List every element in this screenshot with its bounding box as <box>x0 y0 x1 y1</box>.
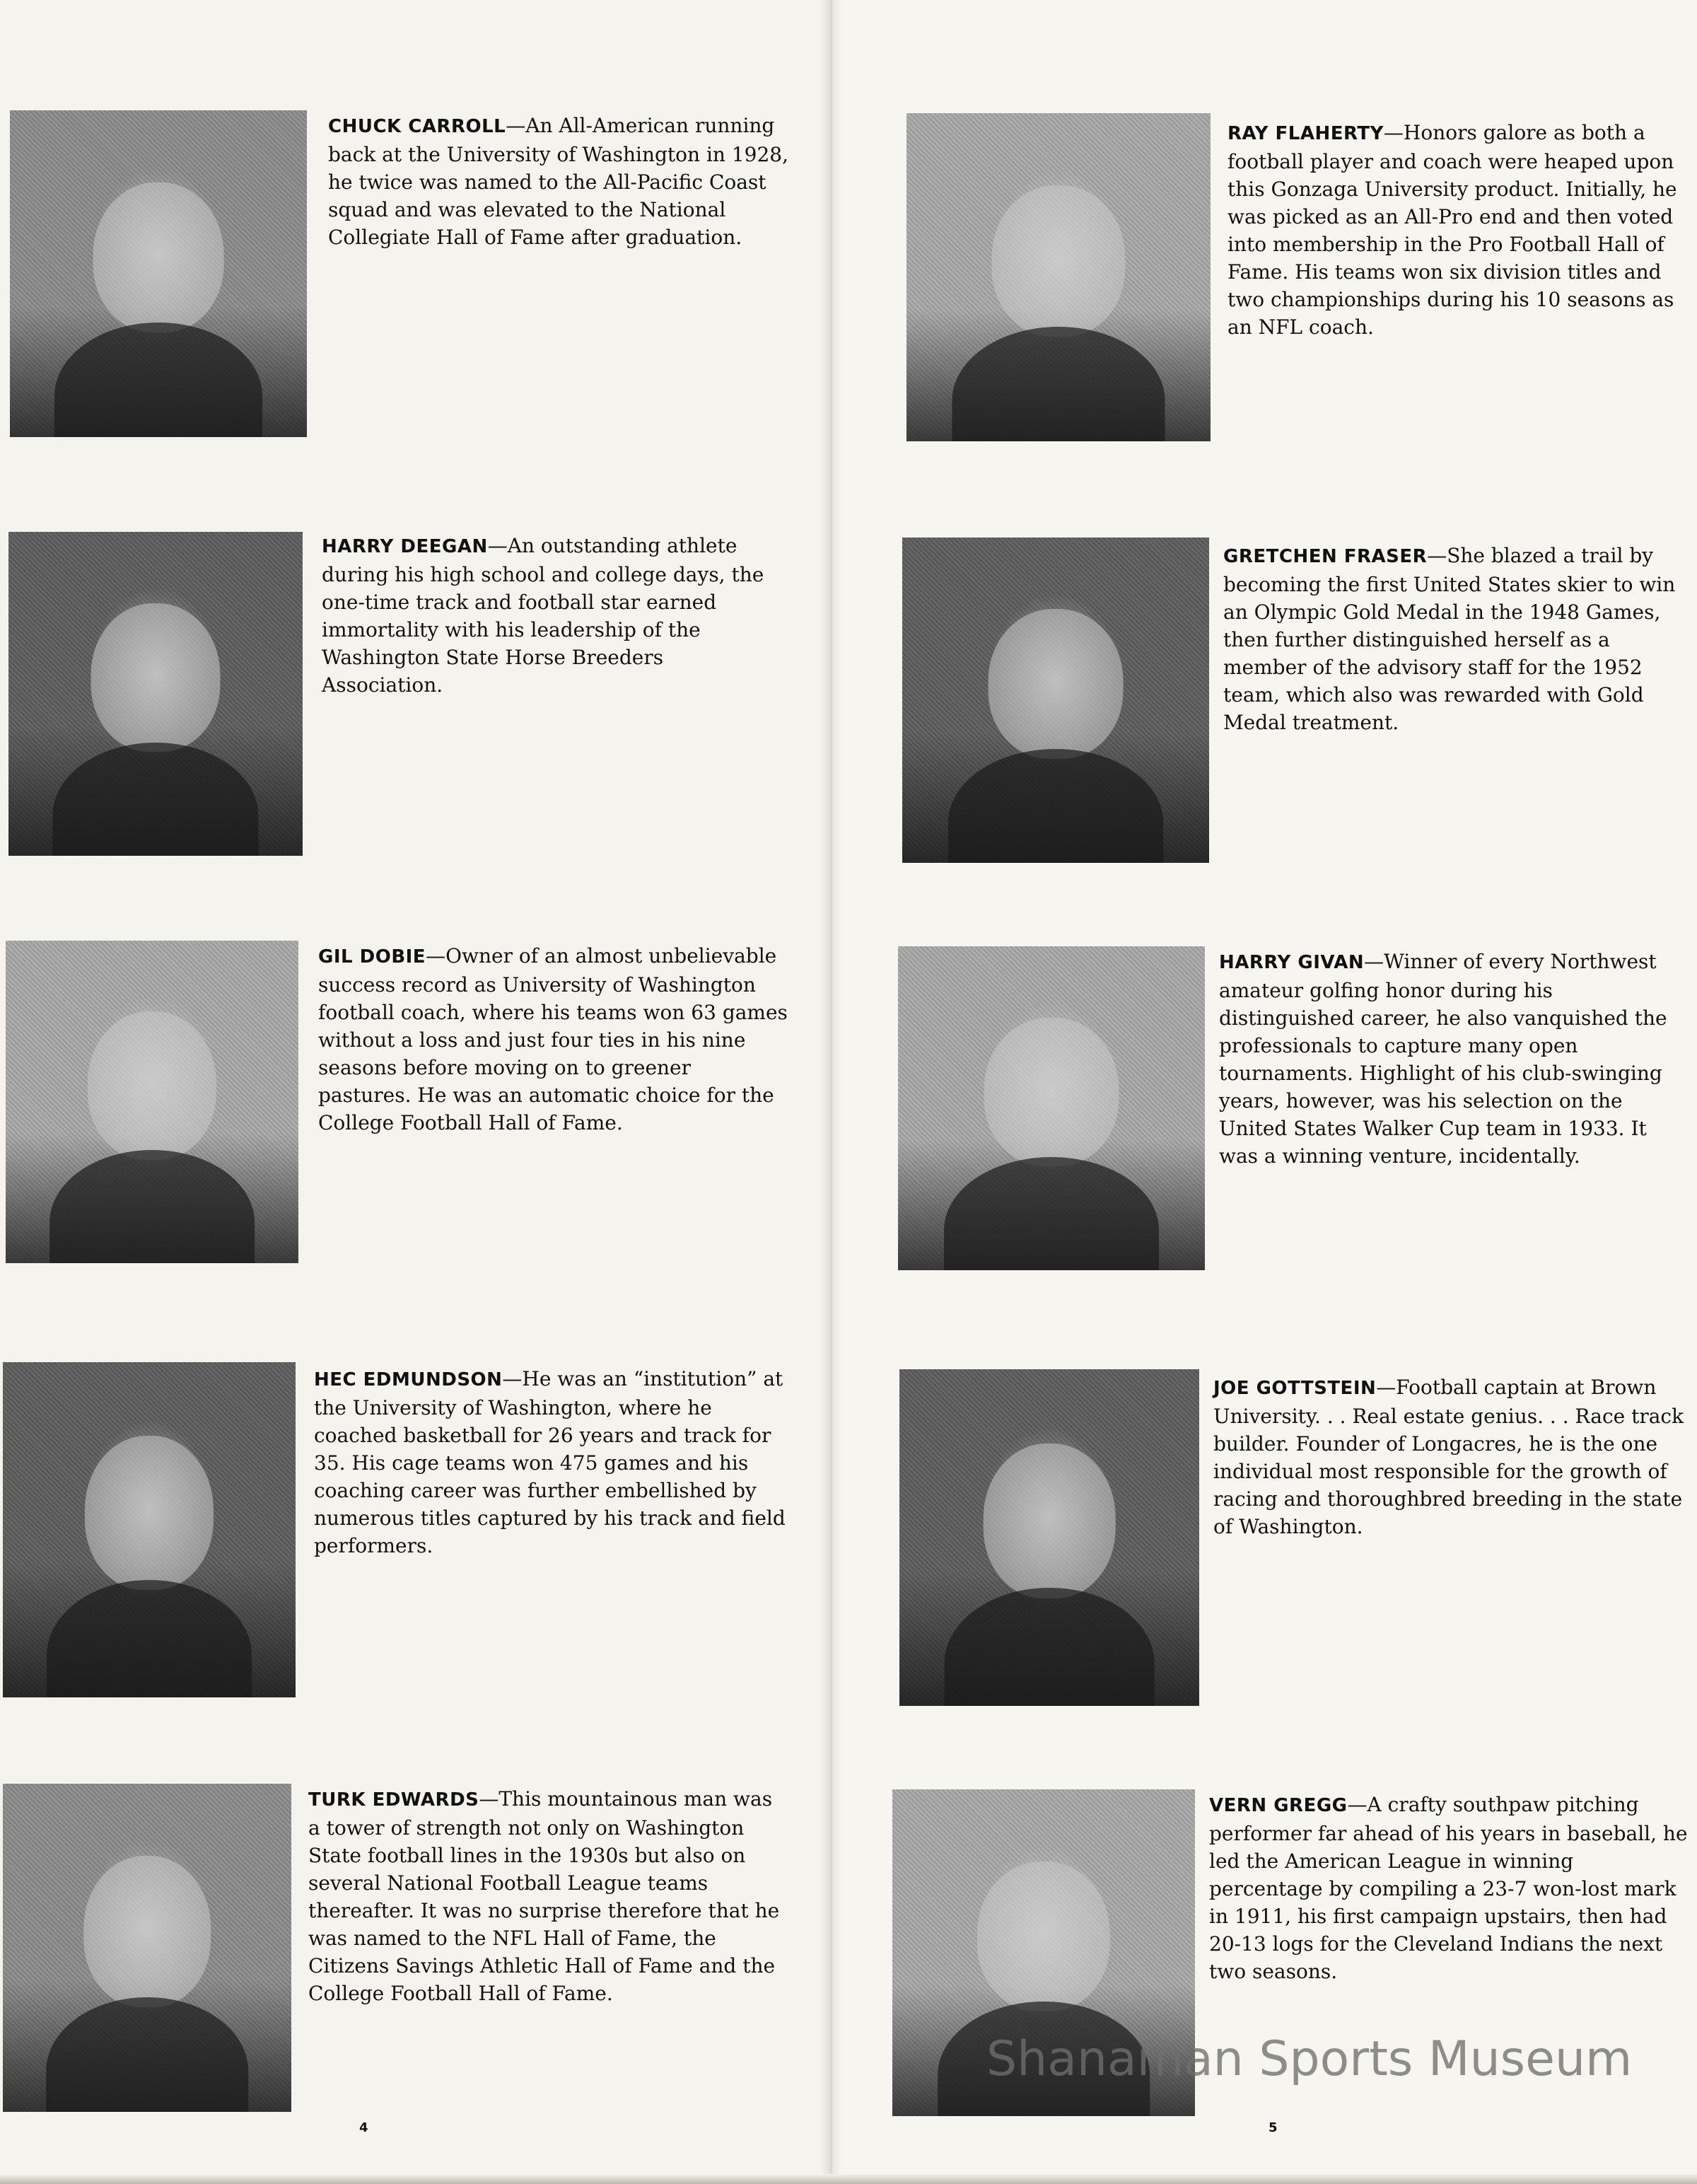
name-ray-flaherty: RAY FLAHERTY <box>1227 123 1384 144</box>
bio-text-vern-gregg: —A crafty southpaw pitching performer far ahead of his years in baseball, he led the American League in winning percentage by compiling a 23-7 won-lost mark in 1911, his first campaign upstairs, then had 20-13 logs for the Cleveland Indians the next two seasons. <box>1209 1793 1688 1983</box>
photo-ray-flaherty <box>906 113 1211 441</box>
bio-harry-deegan <box>322 532 788 699</box>
name-gil-dobie: GIL DOBIE <box>318 946 426 968</box>
photo-harry-givan <box>898 946 1205 1270</box>
name-vern-gregg: VERN GREGG <box>1209 1795 1348 1816</box>
bio-text-joe-gottstein: —Football captain at Brown University. . . Real estate genius. . . Race track builder. Founder of Longacres, he is the one individual most responsible for the growth of racing and thoroughbred breeding in the state of Washington. <box>1213 1376 1684 1538</box>
name-harry-deegan: HARRY DEEGAN <box>322 536 488 557</box>
name-gretchen-fraser: GRETCHEN FRASER <box>1223 546 1428 567</box>
bio-text-harry-deegan: —An outstanding athlete during his high school and college days, the one-time track and football star earned immortality with his leadership of the Washington State Horse Breeders Association. <box>322 534 764 697</box>
photo-gretchen-fraser <box>902 538 1209 863</box>
bio-gil-dobie <box>318 942 788 1137</box>
name-harry-givan: HARRY GIVAN <box>1219 952 1365 973</box>
bio-text-hec-edmundson: —He was an “institution” at the University of Washington, where he coached basketball for 26 years and track for 35. His cage teams won 475 games and his coaching career was further embellished by numerous titles captured by his track and field performers. <box>314 1367 786 1557</box>
photo-hec-edmundson <box>3 1362 296 1697</box>
photo-harry-deegan <box>8 532 303 856</box>
bio-text-turk-edwards: —This mountainous man was a tower of strength not only on Washington State football lines in the 1930s but also on several National Football League teams thereafter. It was no surprise therefore that he was named to the NFL Hall of Fame, the Citizens Savings Athletic Hall of Fame and the College Football Hall of Fame. <box>308 1787 780 2005</box>
bio-turk-edwards <box>308 1785 789 2007</box>
bio-text-harry-givan: —Winner of every Northwest amateur golfing honor during his distinguished career, he also vanquished the professionals to capture many open tournaments. Highlight of his club-swinging years, however, was his selection on the United States Walker Cup team in 1933. It was a winning venture, incidentally. <box>1219 950 1667 1168</box>
name-chuck-carroll: CHUCK CARROLL <box>328 116 506 137</box>
bio-gretchen-fraser <box>1223 542 1693 736</box>
photo-chuck-carroll <box>10 110 307 437</box>
bio-text-gretchen-fraser: —She blazed a trail by becoming the first United States skier to win an Olympic Gold Medal in the 1948 Games, then further distinguished herself as a member of the advisory staff for the 1952 team, which also was rewarded with Gold Medal treatment. <box>1223 544 1676 734</box>
bio-harry-givan <box>1219 948 1689 1170</box>
name-turk-edwards: TURK EDWARDS <box>308 1789 479 1811</box>
bottom-edge <box>0 2174 1697 2184</box>
watermark: Shanaman Sports Museum <box>986 2031 1633 2087</box>
page-number-right: 5 <box>1269 2120 1278 2135</box>
bio-hec-edmundson <box>314 1365 788 1559</box>
bio-text-gil-dobie: —Owner of an almost unbelievable success record as University of Washington football coach, where his teams won 63 games without a loss and just four ties in his nine seasons before moving on to greener pastures. He was an automatic choice for the College Football Hall of Fame. <box>318 944 788 1134</box>
photo-gil-dobie <box>6 941 298 1263</box>
bio-chuck-carroll <box>328 112 795 251</box>
page-number-left: 4 <box>359 2120 368 2135</box>
page-gutter <box>820 0 841 2184</box>
photo-turk-edwards <box>3 1784 291 2112</box>
photo-joe-gottstein <box>899 1369 1199 1706</box>
bio-joe-gottstein <box>1213 1373 1691 1540</box>
bio-text-chuck-carroll: —An All-American running back at the University of Washington in 1928, he twice was named to the All-Pacific Coast squad and was elevated to the National Collegiate Hall of Fame after graduation. <box>328 114 788 249</box>
bio-vern-gregg <box>1209 1791 1690 1985</box>
name-hec-edmundson: HEC EDMUNDSON <box>314 1369 503 1390</box>
name-joe-gottstein: JOE GOTTSTEIN <box>1213 1378 1377 1399</box>
bio-text-ray-flaherty: —Honors galore as both a football player and coach were heaped upon this Gonzaga University product. Initially, he was picked as an All-Pro end and then voted into membership in the Pro Football Hall of Fame. His teams won six division titles and two championships during his 10 seasons as an NFL coach. <box>1227 121 1677 339</box>
bio-ray-flaherty <box>1227 119 1694 341</box>
